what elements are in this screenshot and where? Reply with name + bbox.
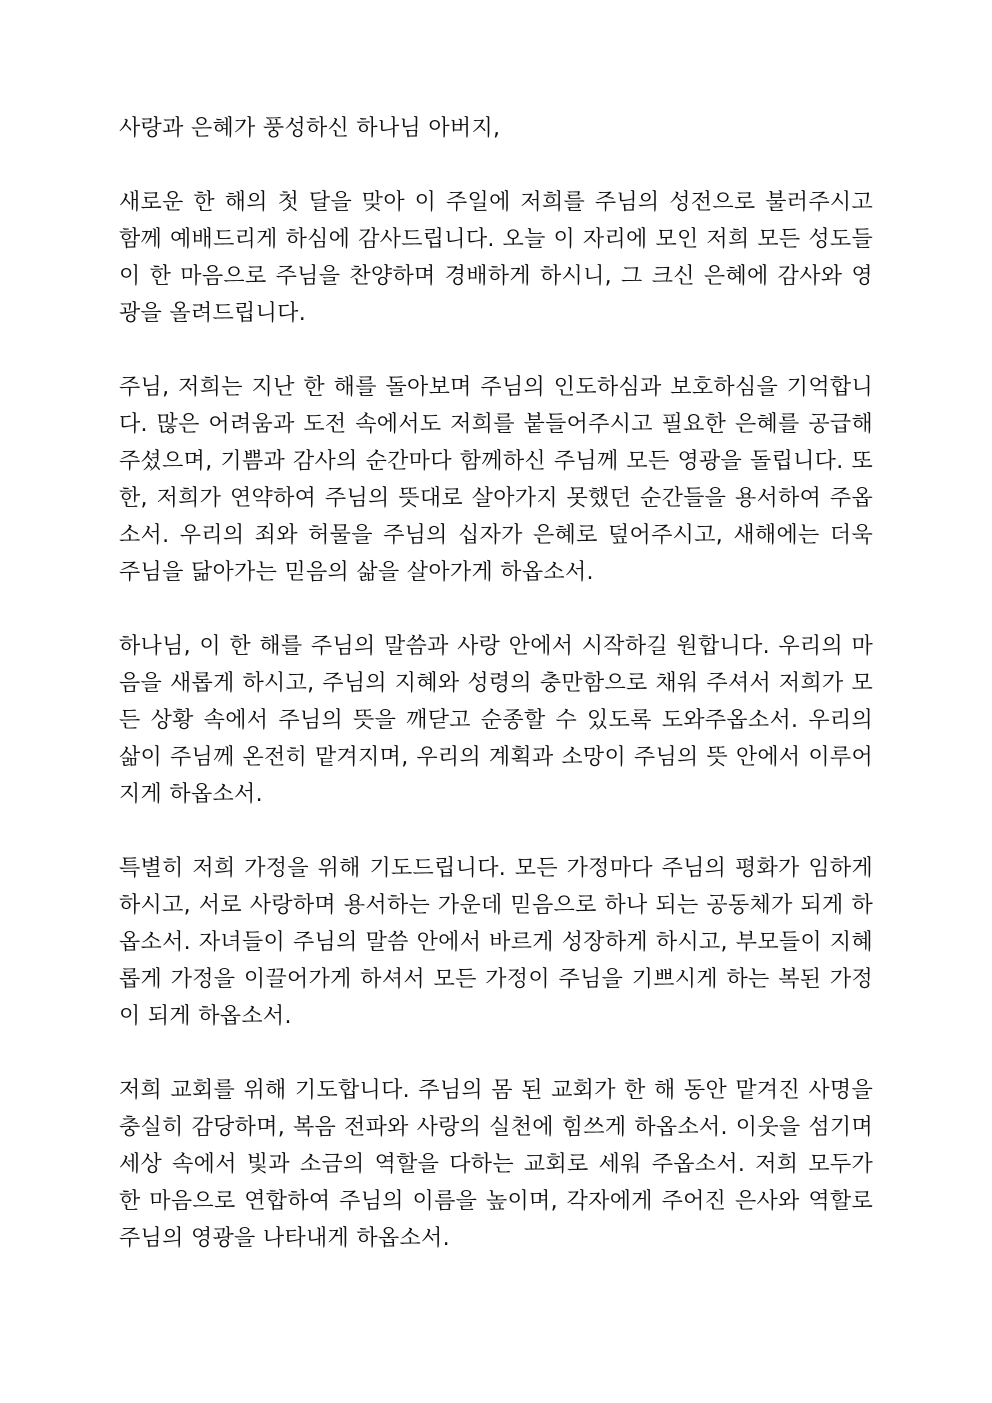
reflection-paragraph: 주님, 저희는 지난 한 해를 돌아보며 주님의 인도하심과 보호하심을 기억합니다. 많은 어려움과 도전 속에서도 저희를 붙들어주시고 필요한 은혜를 공급해주셨으며, 기쁨과 감사의 순간마다 함께하신 주님께 모든 영광을 돌립니다. 또한, 저희가 연약하여 주님의 뜻대로 살아가지 못했던 순간들을 용서하여 주옵소서. 우리의 죄와 허물을 주님의 십자가 은혜로 덮어주시고, 새해에는 더욱 주님을 닮아가는 믿음의 삶을 살아가게 하옵소서. (119, 375, 873, 585)
church-paragraph: 저희 교회를 위해 기도합니다. 주님의 몸 된 교회가 한 해 동안 맡겨진 사명을 충실히 감당하며, 복음 전파와 사랑의 실천에 힘쓰게 하옵소서. 이웃을 섬기며 세상 속에서 빛과 소금의 역할을 다하는 교회로 세워 주옵소서. 저희 모두가 한 마음으로 연합하여 주님의 이름을 높이며, 각자에게 주어진 은사와 역할로 주님의 영광을 나타내게 하옵소서. (119, 1078, 873, 1251)
greeting-paragraph: 사랑과 은혜가 풍성하신 하나님 아버지, (119, 116, 501, 141)
family-paragraph: 특별히 저희 가정을 위해 기도드립니다. 모든 가정마다 주님의 평화가 임하게 하시고, 서로 사랑하며 용서하는 가운데 믿음으로 하나 되는 공동체가 되게 하옵소서. 자녀들이 주님의 말씀 안에서 바르게 성장하게 하시고, 부모들이 지혜롭게 가정을 이끌어가게 하셔서 모든 가정이 주님을 기쁘시게 하는 복된 가정이 되게 하옵소서. (119, 856, 873, 1029)
thanksgiving-paragraph: 새로운 한 해의 첫 달을 맞아 이 주일에 저희를 주님의 성전으로 불러주시고 함께 예배드리게 하심에 감사드립니다. 오늘 이 자리에 모인 저희 모든 성도들이 한 마음으로 주님을 찬양하며 경배하게 하시니, 그 크신 은혜에 감사와 영광을 올려드립니다. (119, 190, 873, 326)
new-year-paragraph: 하나님, 이 한 해를 주님의 말씀과 사랑 안에서 시작하길 원합니다. 우리의 마음을 새롭게 하시고, 주님의 지혜와 성령의 충만함으로 채워 주셔서 저희가 모든 상황 속에서 주님의 뜻을 깨닫고 순종할 수 있도록 도와주옵소서. 우리의 삶이 주님께 온전히 맡겨지며, 우리의 계획과 소망이 주님의 뜻 안에서 이루어지게 하옵소서. (119, 634, 873, 807)
prayer-text (119, 110, 873, 1294)
